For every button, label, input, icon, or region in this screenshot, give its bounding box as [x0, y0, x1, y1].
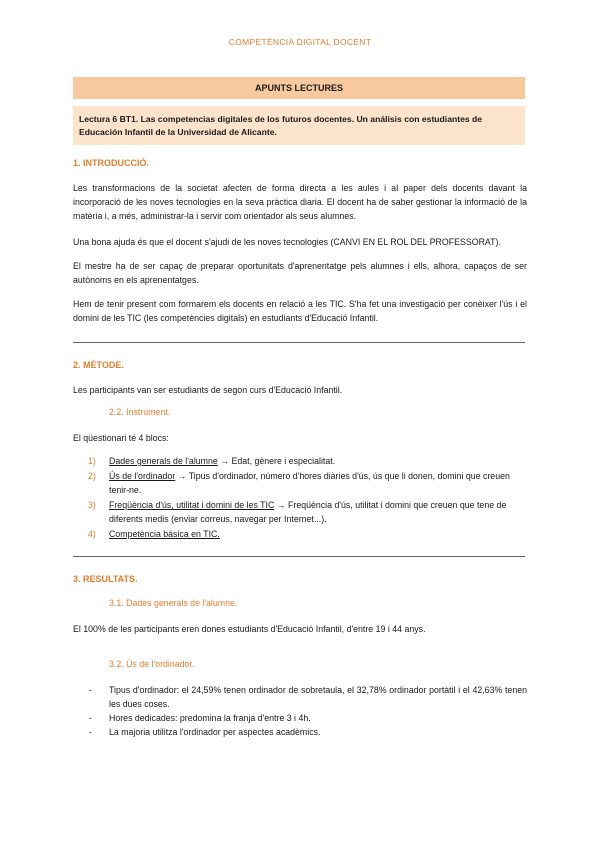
bullet-dash: - [89, 727, 92, 737]
list-item [73, 469, 527, 497]
block-description: → Freqüència d'ús, utilitat i domini que creuen que tene de diferents medis (enviar correus, navegar per Internet...). [109, 500, 507, 524]
intro-paragraph-3: El mestre ha de ser capaç de preparar oportunitats d'aprenentatge pels alumnes i ells, alhora, capaços de ser autònoms en els aprenentatges. [73, 261, 527, 285]
questionnaire-blocks-list [73, 454, 527, 542]
bullet-dash: - [89, 685, 92, 695]
list-item [73, 527, 527, 541]
list-number: 4) [88, 529, 96, 539]
method-intro: Les participants van ser estudiants de segon curs d'Educació Infantil. [73, 385, 343, 395]
intro-paragraph-1: Les transformacions de la societat afecten de forma directa a les aules i al paper dels docents davant la incorporació de les noves tecnologies en la seva pràctica diaria. El docent ha de saber gestionar la informació de la matèria i, a més, administrar-la i servir com orientador als seus alumnes. [73, 183, 527, 221]
bullet-text: La majoria utilitza l'ordinador per aspectes acadèmics. [109, 727, 321, 737]
page-header: COMPETÈNCIA DIGITAL DOCENT [228, 37, 372, 47]
list-number: 1) [88, 456, 96, 466]
list-item [73, 454, 527, 468]
section-heading-introduction: 1. INTRODUCCIÓ. [73, 158, 150, 168]
block-label: Dades generals de l'alumne [109, 456, 218, 466]
subheading-instrument: 2.2. Instrument. [109, 407, 171, 417]
block-label: Competència bàsica en TIC. [109, 529, 220, 539]
list-number: 3) [88, 500, 96, 510]
subheading-computer-use: 3.2. Ús de l'ordinador. [109, 659, 195, 669]
bullet-dash: - [89, 713, 92, 723]
list-item [73, 683, 527, 711]
block-label: Freqüència d'ús, utilitat i domini de les TIC [109, 500, 275, 510]
reading-title-banner: Lectura 6 BT1. Las competencias digitales de los futuros docentes. Un análisis con estudiantes de Educación Infantil de la Universidad de Alicante. [73, 106, 525, 145]
notes-banner-title: APUNTS LECTURES [73, 77, 525, 99]
block-description: → Edat, gènere i especialitat. [217, 456, 336, 466]
general-data-text: El 100% de les participants eren dones estudiants d'Educació Infantil, d'entre 19 i 44 anys. [73, 624, 426, 634]
section-heading-results: 3. RESULTATS. [73, 574, 138, 584]
section-divider [73, 342, 525, 343]
section-heading-method: 2. MÈTODE. [73, 360, 124, 370]
section-divider [73, 556, 525, 557]
list-item [73, 711, 527, 725]
list-number: 2) [88, 471, 96, 481]
subheading-general-data: 3.1. Dades generals de l'alumne. [109, 598, 238, 608]
intro-paragraph-2: Una bona ajuda és que el docent s'ajudi de les noves tecnologies (CANVI EN EL ROL DEL PROFESSORAT). [73, 237, 501, 247]
block-label: Ús de l'ordinador [109, 471, 176, 481]
bullet-text: Tipus d'ordinador: el 24,59% tenen ordinador de sobretaula, el 32,78% ordinador portàtil i el 42,63% tenen les dues coses. [109, 685, 527, 709]
computer-use-list [73, 683, 527, 739]
list-item [73, 498, 527, 526]
intro-paragraph-4: Hem de tenir present com formarem els docents en relació a les TIC. S'ha fet una investigació per conèixer l'ús i el domini de les TIC (les competències digitals) en estudiants d'Educació Infantil. [73, 299, 527, 323]
blocks-intro: El qüestionari té 4 blocs: [73, 433, 169, 443]
bullet-text: Hores dedicades: predomina la franja d'entre 3 i 4h. [109, 713, 311, 723]
list-item [73, 725, 527, 739]
block-description: → Tipus d'ordinador, número d'hores diàries d'ús, ús que li donen, domini que creuen tenir-ne. [109, 471, 510, 495]
